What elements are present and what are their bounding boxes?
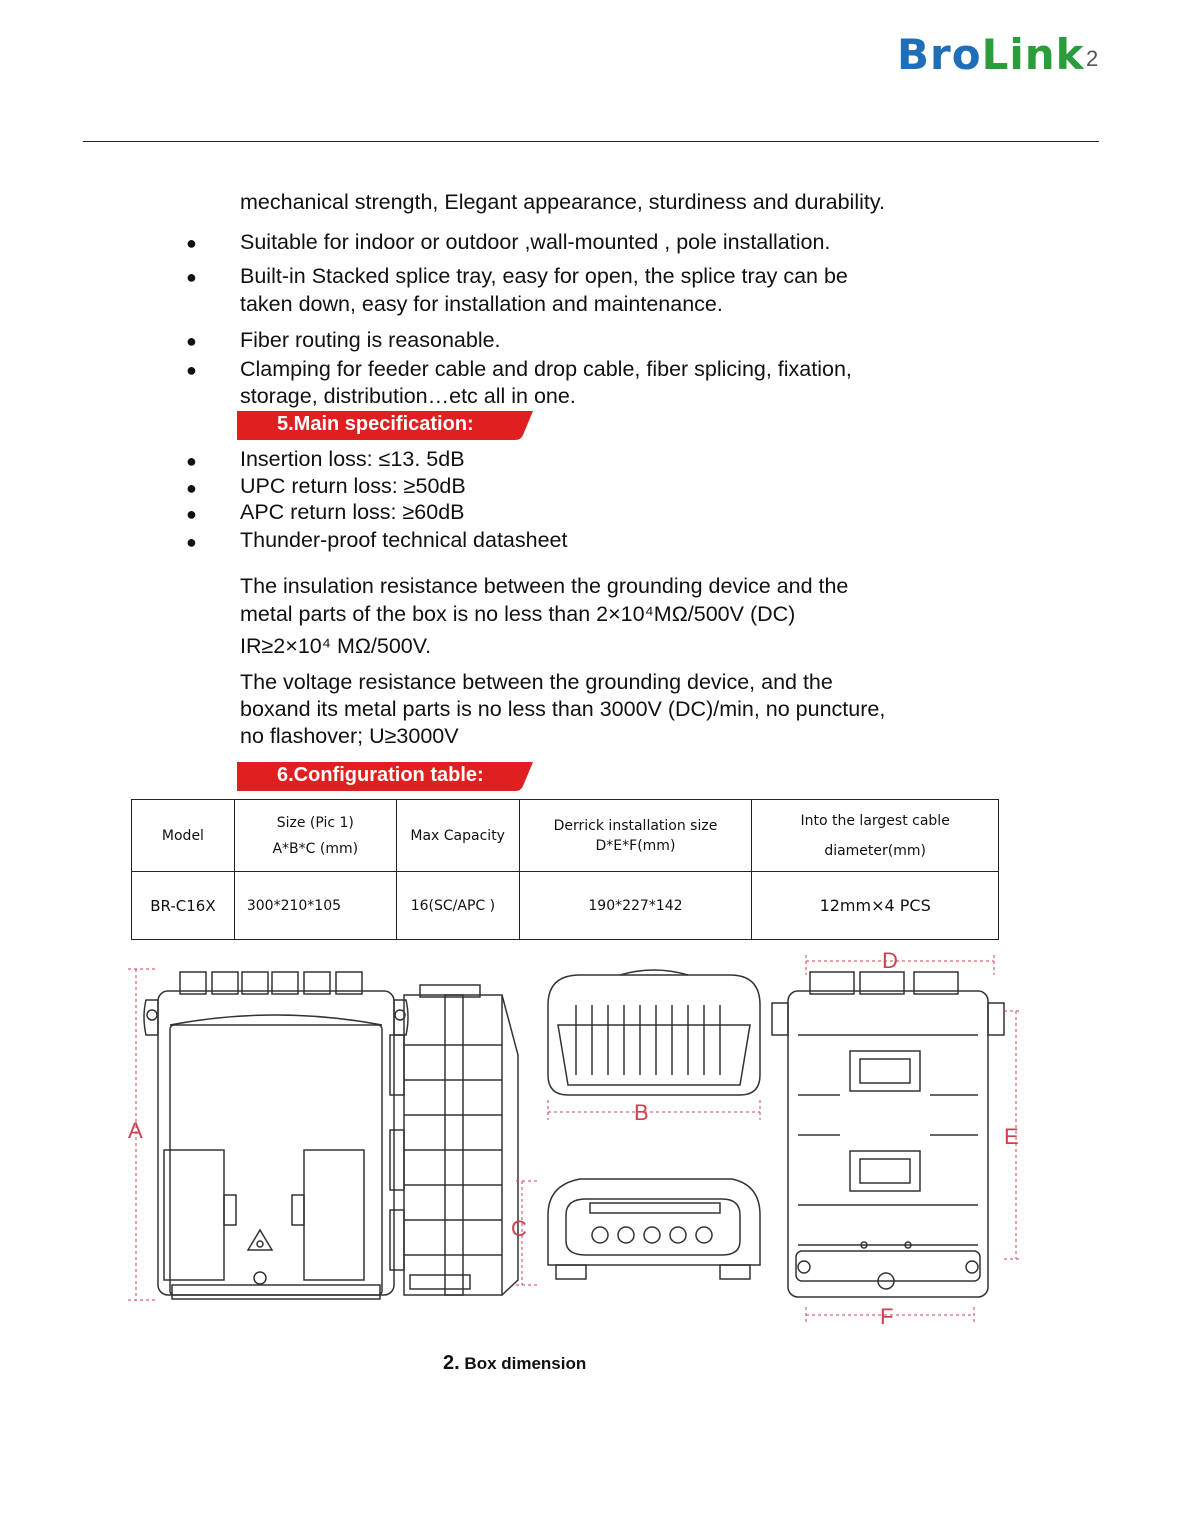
cell-model: BR-C16X <box>132 872 235 940</box>
bullet-icon: ● <box>186 331 197 351</box>
insulation-text: metal parts of the box is no less than 2×10⁴MΩ/500V (DC) <box>240 602 796 626</box>
header-size-line1: Size (Pic 1) <box>276 814 354 831</box>
bullet-icon: ● <box>186 451 197 471</box>
caption-number: 2. <box>443 1352 460 1374</box>
section-5-banner <box>237 409 533 441</box>
brolink-logo <box>897 30 1085 79</box>
top-view-drawing <box>548 970 760 1095</box>
spec-item: Insertion loss: ≤13. 5dB <box>240 447 465 471</box>
dim-label-a: A <box>128 1118 143 1143</box>
cell-capacity: 16(SC/APC ) <box>396 872 519 940</box>
feature-item: Fiber routing is reasonable. <box>240 328 501 352</box>
section-5-title: 5.Main specification: <box>277 413 474 435</box>
section-6-title: 6.Configuration table: <box>277 764 484 786</box>
header-size-line2: A*B*C (mm) <box>272 840 359 857</box>
spec-item: UPC return loss: ≥50dB <box>240 474 466 498</box>
features-continuation: mechanical strength, Elegant appearance, sturdiness and durability. <box>240 190 885 214</box>
box-dimension-drawing <box>120 945 1020 1340</box>
header-derrick <box>519 800 752 872</box>
logo-text-bro: Bro <box>897 30 982 79</box>
header-cable-line2: diameter(mm) <box>824 842 926 859</box>
feature-item-cont: taken down, easy for installation and maintenance. <box>240 292 723 316</box>
logo-text-link: Link <box>981 30 1085 79</box>
table-row <box>132 872 999 940</box>
header-cable <box>752 800 999 872</box>
voltage-text: The voltage resistance between the grounding device, and the <box>240 670 833 694</box>
spec-item: APC return loss: ≥60dB <box>240 500 465 524</box>
header-size <box>234 800 396 872</box>
insulation-text: The insulation resistance between the grounding device and the <box>240 574 849 598</box>
bullet-icon: ● <box>186 360 197 380</box>
cell-derrick: 190*227*142 <box>519 872 752 940</box>
dim-label-b: B <box>634 1100 649 1125</box>
front-view-drawing <box>144 972 408 1299</box>
table-header-row <box>132 800 999 872</box>
feature-item: Built-in Stacked splice tray, easy for open, the splice tray can be <box>240 264 848 288</box>
spec-item: Thunder-proof technical datasheet <box>240 528 568 552</box>
figure-caption <box>443 1352 586 1375</box>
bullet-icon: ● <box>186 233 197 253</box>
voltage-text: no flashover; U≥3000V <box>240 724 459 748</box>
bullet-icon: ● <box>186 267 197 287</box>
header-derrick-line2: D*E*F(mm) <box>595 837 676 854</box>
insulation-text: IR≥2×10⁴ MΩ/500V. <box>240 634 432 658</box>
dim-label-f: F <box>880 1304 894 1329</box>
header-derrick-line1: Derrick installation size <box>553 817 718 834</box>
header-cable-line1: Into the largest cable <box>800 812 950 829</box>
rear-view-drawing <box>772 972 1004 1297</box>
header-model: Model <box>132 800 235 872</box>
voltage-text: boxand its metal parts is no less than 3000V (DC)/min, no puncture, <box>240 697 886 721</box>
dim-label-d: D <box>882 948 898 973</box>
feature-item: Suitable for indoor or outdoor ,wall-mounted , pole installation. <box>240 230 831 254</box>
bottom-view-drawing <box>548 1179 760 1279</box>
bullet-icon: ● <box>186 532 197 552</box>
dim-label-e: E <box>1004 1124 1019 1149</box>
configuration-table <box>131 799 999 940</box>
feature-item-cont: storage, distribution…etc all in one. <box>240 384 576 408</box>
cell-cable: 12mm×4 PCS <box>752 872 999 940</box>
dimension-lines <box>128 955 1020 1325</box>
side-view-drawing <box>390 985 518 1295</box>
bullet-icon: ● <box>186 478 197 498</box>
header-capacity: Max Capacity <box>396 800 519 872</box>
bullet-icon: ● <box>186 504 197 524</box>
dim-label-c: C <box>511 1216 527 1241</box>
section-6-banner <box>237 760 533 792</box>
caption-text: Box dimension <box>459 1354 587 1373</box>
feature-item: Clamping for feeder cable and drop cable, fiber splicing, fixation, <box>240 357 852 381</box>
cell-size: 300*210*105 <box>234 872 396 940</box>
header-divider <box>83 141 1099 142</box>
page-number: 2 <box>1086 46 1099 71</box>
